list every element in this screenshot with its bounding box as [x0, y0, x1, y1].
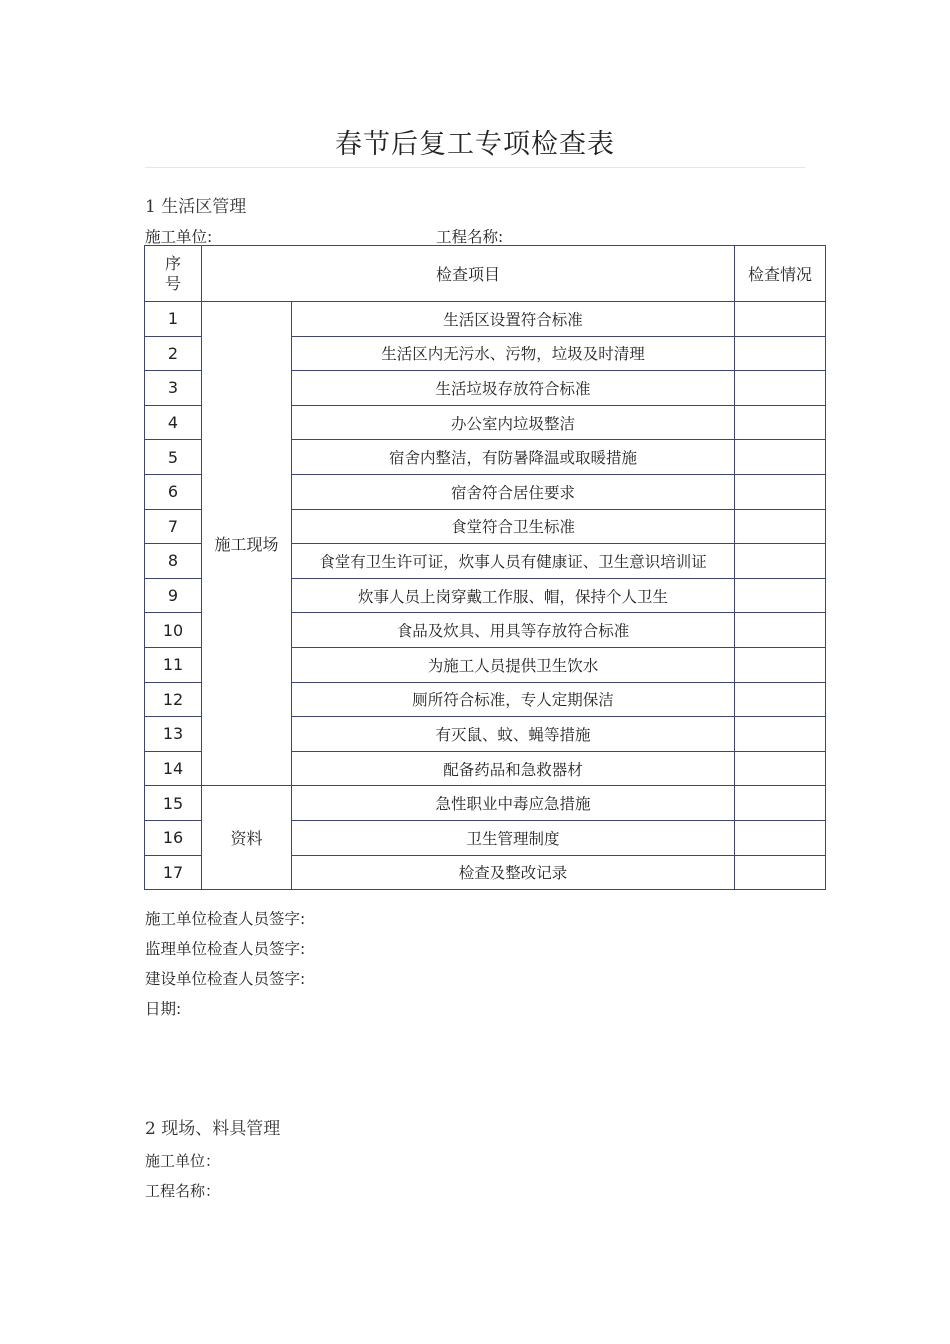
check-status-cell[interactable]	[735, 302, 826, 337]
page-title: 春节后复工专项检查表	[335, 129, 615, 160]
check-item: 急性职业中毒应急措施	[292, 786, 735, 821]
section2-project-label: 工程名称：	[145, 1182, 221, 1200]
table-row	[145, 302, 826, 337]
row-number: 12	[145, 682, 202, 717]
check-status-cell[interactable]	[735, 855, 826, 890]
check-status-cell[interactable]	[735, 509, 826, 544]
check-item: 炊事人员上岗穿戴工作服、帽，保持个人卫生	[292, 578, 735, 613]
header-seq-line2: 号	[164, 273, 181, 293]
check-item: 食品及炊具、用具等存放符合标准	[292, 613, 735, 648]
row-number: 3	[145, 371, 202, 406]
check-item: 检查及整改记录	[292, 855, 735, 890]
row-number: 15	[145, 786, 202, 821]
check-status-cell[interactable]	[735, 751, 826, 786]
header-check-items: 检查项目	[202, 246, 735, 302]
check-item: 配备药品和急救器材	[292, 751, 735, 786]
check-item: 宿舍符合居住要求	[292, 474, 735, 509]
check-item: 有灭鼠、蚊、蝇等措施	[292, 717, 735, 752]
check-status-cell[interactable]	[735, 440, 826, 475]
construction-unit-label: 施工单位:	[145, 228, 213, 246]
row-number: 14	[145, 751, 202, 786]
date-label: 日期:	[145, 1000, 182, 1018]
check-status-cell[interactable]	[735, 717, 826, 752]
check-item: 厕所符合标准，专人定期保洁	[292, 682, 735, 717]
row-number: 13	[145, 717, 202, 752]
check-status-cell[interactable]	[735, 371, 826, 406]
check-status-cell[interactable]	[735, 544, 826, 579]
section1-heading: 1 生活区管理	[145, 197, 247, 217]
check-item: 食堂符合卫生标准	[292, 509, 735, 544]
table-header-row	[145, 246, 826, 302]
check-status-cell[interactable]	[735, 647, 826, 682]
check-item: 生活区设置符合标准	[292, 302, 735, 337]
header-seq	[145, 246, 202, 302]
row-number: 6	[145, 474, 202, 509]
check-status-cell[interactable]	[735, 336, 826, 371]
title-divider	[145, 167, 805, 168]
check-status-cell[interactable]	[735, 405, 826, 440]
check-status-cell[interactable]	[735, 474, 826, 509]
construction-signature-label: 施工单位检查人员签字:	[145, 910, 306, 928]
check-item: 食堂有卫生许可证，炊事人员有健康证、卫生意识培训证	[292, 544, 735, 579]
check-item: 宿舍内整洁，有防暑降温或取暖措施	[292, 440, 735, 475]
row-number: 1	[145, 302, 202, 337]
section2-unit-label: 施工单位：	[145, 1152, 221, 1170]
inspection-table	[144, 245, 826, 890]
check-item: 生活垃圾存放符合标准	[292, 371, 735, 406]
group-label: 资料	[202, 786, 292, 890]
table-body	[145, 302, 826, 890]
section2-heading: 2 现场、料具管理	[145, 1119, 281, 1139]
check-status-cell[interactable]	[735, 820, 826, 855]
row-number: 9	[145, 578, 202, 613]
row-number: 17	[145, 855, 202, 890]
header-check-status: 检查情况	[735, 246, 826, 302]
row-number: 16	[145, 820, 202, 855]
table-row	[145, 786, 826, 821]
check-item: 为施工人员提供卫生饮水	[292, 647, 735, 682]
header-seq-line1: 序	[164, 253, 181, 273]
check-item: 卫生管理制度	[292, 820, 735, 855]
check-item: 办公室内垃圾整洁	[292, 405, 735, 440]
group-label: 施工现场	[202, 302, 292, 786]
check-status-cell[interactable]	[735, 786, 826, 821]
supervision-signature-label: 监理单位检查人员签字:	[145, 940, 306, 958]
check-status-cell[interactable]	[735, 578, 826, 613]
project-name-label: 工程名称:	[436, 228, 504, 246]
check-status-cell[interactable]	[735, 613, 826, 648]
owner-signature-label: 建设单位检查人员签字:	[145, 970, 306, 988]
row-number: 5	[145, 440, 202, 475]
check-item: 生活区内无污水、污物，垃圾及时清理	[292, 336, 735, 371]
row-number: 7	[145, 509, 202, 544]
row-number: 4	[145, 405, 202, 440]
row-number: 11	[145, 647, 202, 682]
row-number: 10	[145, 613, 202, 648]
row-number: 8	[145, 544, 202, 579]
row-number: 2	[145, 336, 202, 371]
check-status-cell[interactable]	[735, 682, 826, 717]
